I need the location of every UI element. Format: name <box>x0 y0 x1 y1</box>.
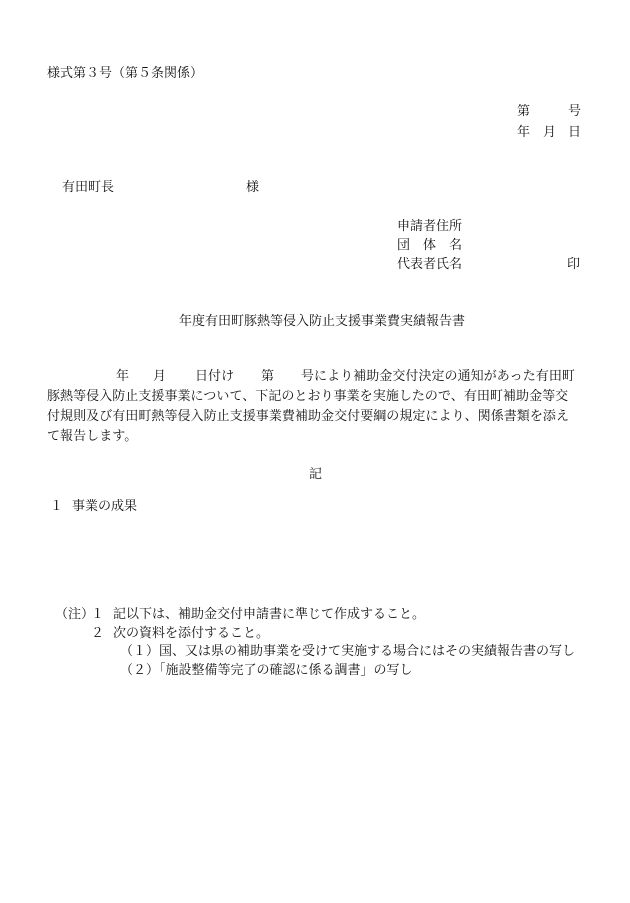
body-month: 月 <box>153 369 167 384</box>
section-1-label: 事業の成果 <box>72 499 138 514</box>
applicant-rep-name-label: 代表者氏名 <box>397 257 463 272</box>
doc-number-dai: 第 <box>517 104 531 119</box>
date-day: 日 <box>568 125 582 140</box>
body-dai: 第 <box>261 369 275 384</box>
applicant-org-name-label: 団 体 名 <box>397 238 463 253</box>
ki-heading: 記 <box>309 467 323 482</box>
form-id: 様式第３号（第５条関係） <box>47 66 204 81</box>
note-2-sub-2: （２）「施設整備等完了の確認に係る調書」の写し <box>120 663 413 678</box>
body-line-2: 豚熱等侵入防止支援事業について、下記のとおり事業を実施したので、有田町補助金等交 <box>47 389 569 404</box>
body-year: 年 <box>116 369 130 384</box>
applicant-address-label: 申請者住所 <box>397 219 463 234</box>
notes-label: （注） <box>55 607 95 622</box>
body-line-4: て報告します。 <box>47 429 138 444</box>
note-2-text: 次の資料を添付すること。 <box>113 626 270 641</box>
date-month: 月 <box>543 125 557 140</box>
body-line1-rest: 号により補助金交付決定の通知があった有田町 <box>301 369 575 384</box>
body-date-suffix: 日付け <box>195 369 235 384</box>
note-2-number: ２ <box>91 626 105 641</box>
body-line-3: 付規則及び有田町熱等侵入防止支援事業費補助金交付要綱の規定により、関係書類を添え <box>47 409 570 424</box>
date-year: 年 <box>517 125 531 140</box>
addressee-sama: 様 <box>246 180 260 195</box>
document-title: 年度有田町豚熱等侵入防止支援事業費実績報告書 <box>179 314 466 329</box>
doc-number-go: 号 <box>568 104 582 119</box>
seal-mark: 印 <box>567 257 581 272</box>
note-1-text: 記以下は、補助金交付申請書に準じて作成すること。 <box>113 607 426 622</box>
note-2-sub-1: （１）国、又は県の補助事業を受けて実施する場合にはその実績報告書の写し <box>120 644 576 659</box>
section-1-number: １ <box>50 499 64 514</box>
addressee-mayor: 有田町長 <box>62 180 115 195</box>
note-1-number: １ <box>91 607 105 622</box>
